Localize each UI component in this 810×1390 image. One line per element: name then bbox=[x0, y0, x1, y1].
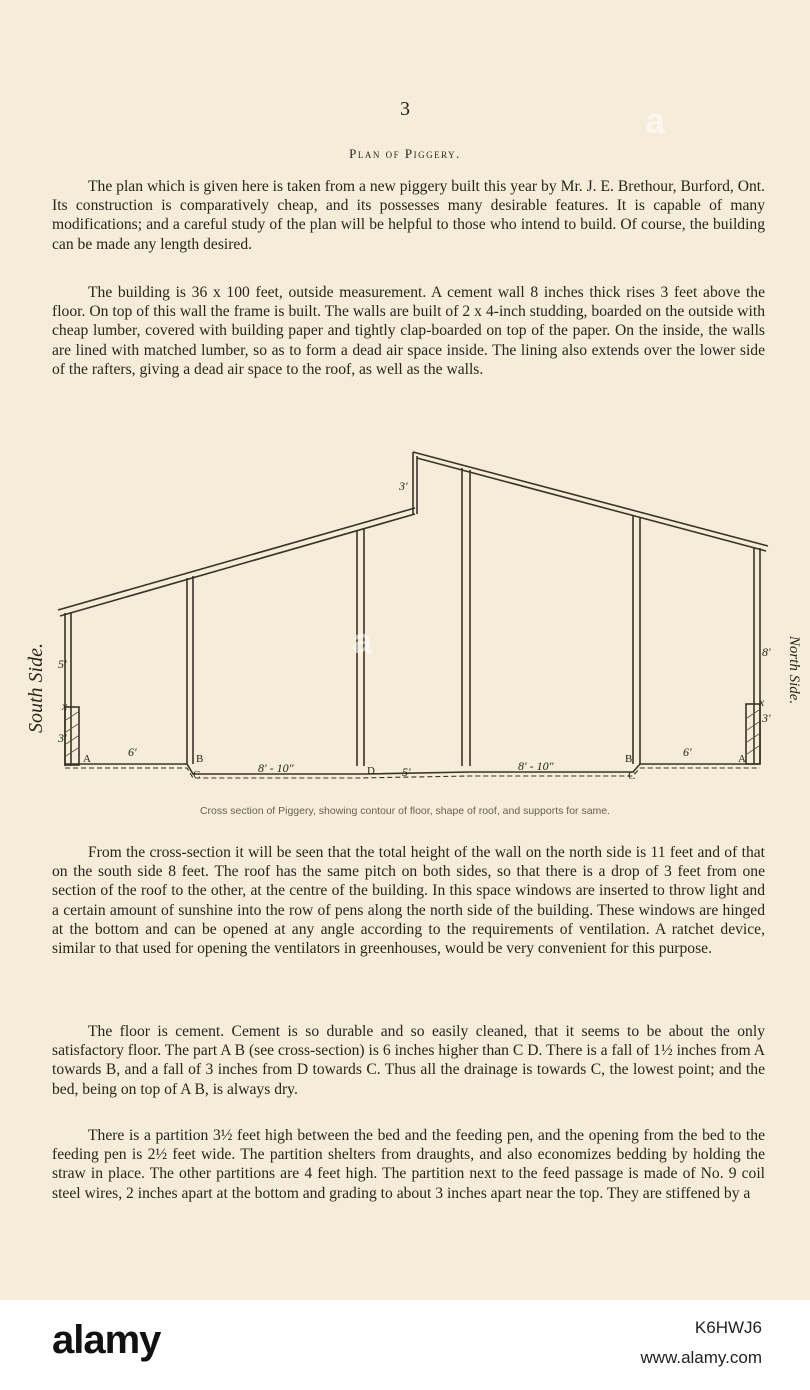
dim-six-south: 6' bbox=[128, 745, 137, 759]
dim-six-north: 6' bbox=[683, 745, 692, 759]
paragraph-4: The floor is cement. Cement is so durable and so easily cleaned, that it seems to be about the only satisfactory floor. The part A B (see cross-section) is 6 inches higher than C D. There is a fall of 1½ inches from A towards B, and a fall of 3 inches from D towards C. Thus all the drainage is towards C, the lowest point; and the bed, being on top of A B, is always dry. bbox=[52, 1023, 765, 1098]
paragraph-1: The plan which is given here is taken from a new piggery built this year by Mr. J. E. Brethour, Burford, Ont. Its construction is comparatively cheap, and its possesses many desirable features. It is capable of many modifications; and a careful study of the plan will be helpful to those who intend to build. Of course, the building can be made any length desired. bbox=[52, 178, 765, 253]
watermark-top-right: a bbox=[645, 100, 666, 141]
label-a-north: A bbox=[738, 753, 746, 765]
label-d: D bbox=[367, 765, 375, 777]
dim-three-south-foundation: 3' bbox=[58, 731, 67, 745]
cross-section-svg bbox=[0, 430, 810, 800]
dim-eight-ten-south: 8' - 10" bbox=[258, 761, 294, 775]
paragraph-5: There is a partition 3½ feet high between the bed and the feeding pen, and the opening from the bed to the feeding pen is 2½ feet wide. The partition shelters from draughts, and also economizes bedding by holding the straw in place. The other partitions are 4 feet high. The partition next to the feed passage is made of No. 9 coil steel wires, 2 inches apart at the bottom and grading to about 3 inches apart near the top. They are stiffened by a bbox=[52, 1127, 765, 1202]
x-mark-south: x bbox=[62, 699, 68, 713]
dim-three-north-foundation: 3' bbox=[762, 711, 771, 725]
south-roof-lining bbox=[60, 514, 415, 616]
label-c-north: C bbox=[628, 770, 636, 782]
cross-section-diagram bbox=[0, 430, 810, 800]
dim-five-south-wall: 5' bbox=[58, 657, 67, 671]
dim-three-drop: 3' bbox=[399, 479, 408, 493]
floor-line bbox=[65, 764, 760, 774]
brand-logo: alamy bbox=[52, 1318, 161, 1362]
south-side-label: South Side. bbox=[25, 643, 47, 733]
north-side-label: North Side. bbox=[786, 635, 802, 705]
label-b-south: B bbox=[196, 753, 204, 765]
page-number: 3 bbox=[400, 98, 410, 120]
dim-eight-north-wall: 8' bbox=[762, 645, 771, 659]
dim-five: 5' bbox=[402, 765, 411, 779]
label-b-north: B bbox=[625, 753, 633, 765]
label-a-south: A bbox=[83, 753, 91, 765]
dim-eight-ten-north: 8' - 10" bbox=[518, 759, 554, 773]
paragraph-3: From the cross-section it will be seen that the total height of the wall on the north side is 11 feet and of that on the south side 8 feet. The roof has the same pitch on both sides, so that there is a drop of 3 feet from one section of the roof to the other, at the centre of the building. In this space windows are inserted to throw light and a certain amount of sunshine into the row of pens along the north side of the building. These windows are hinged at the bottom and can be opened at any angle according to the requirements of ventilation. A ratchet device, similar to that used for opening the ventilators in greenhouses, would be very convenient for this purpose. bbox=[52, 844, 765, 958]
watermark-center: a bbox=[352, 620, 373, 661]
image-id: K6HWJ6 bbox=[694, 1318, 762, 1337]
north-foundation bbox=[746, 704, 760, 764]
paragraph-2: The building is 36 x 100 feet, outside measurement. A cement wall 8 inches thick rises 3 feet above the floor. On top of this wall the frame is built. The walls are built of 2 x 4-inch studding, boarded on the outside with cheap lumber, covered with building paper and tightly clap-boarded on top of the paper. On the inside, the walls are lined with matched lumber, so as to form a dead air space inside. The lining also extends over the lower side of the rafters, giving a dead air space to the roof, as well as the walls. bbox=[52, 284, 765, 378]
x-mark-north: x bbox=[759, 695, 765, 709]
north-roof-line bbox=[413, 452, 768, 546]
site-url: www.alamy.com bbox=[640, 1348, 762, 1367]
section-heading: Plan of Piggery. bbox=[349, 146, 461, 161]
south-roof-line bbox=[58, 508, 415, 610]
diagram-caption: Cross section of Piggery, showing contour of floor, shape of roof, and supports for same. bbox=[199, 805, 611, 817]
label-c-south: C bbox=[193, 769, 201, 781]
